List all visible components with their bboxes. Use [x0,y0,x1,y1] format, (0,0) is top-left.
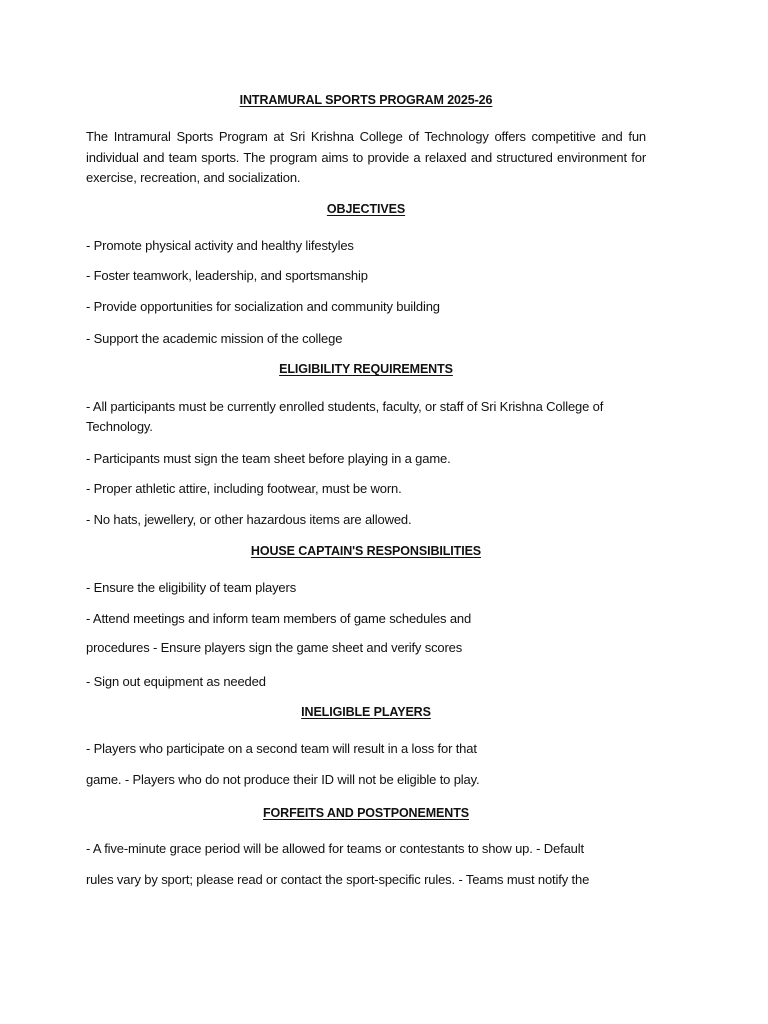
forfeits-item: rules vary by sport; please read or contact the sport-specific rules. - Teams must notify the [86,872,590,887]
eligibility-item: - Participants must sign the team sheet before playing in a game. [86,451,451,466]
intro-paragraph: The Intramural Sports Program at Sri Krishna College of Technology offers competitive and fun individual and team sports. The program aims to provide a relaxed and structured environment for exercise, recreation, and socialization. [86,129,646,185]
captain-heading: HOUSE CAPTAIN'S RESPONSIBILITIES [250,544,482,558]
forfeits-item: - A five-minute grace period will be allowed for teams or contestants to show up. - Default [86,841,584,856]
objective-item: - Promote physical activity and healthy lifestyles [86,238,354,253]
ineligible-item: - Players who participate on a second team will result in a loss for that [86,741,477,756]
objective-item: - Provide opportunities for socialization and community building [86,299,440,314]
captain-item: - Attend meetings and inform team members of game schedules and [86,611,472,626]
captain-item: procedures - Ensure players sign the game sheet and verify scores [86,640,463,655]
captain-item: - Ensure the eligibility of team players [86,580,297,595]
eligibility-item-continued: Technology. [86,419,153,434]
forfeits-heading: FORFEITS AND POSTPONEMENTS [263,806,469,820]
eligibility-item: - Proper athletic attire, including footwear, must be worn. [86,481,402,496]
ineligible-item: game. - Players who do not produce their ID will not be eligible to play. [86,772,480,787]
captain-item: - Sign out equipment as needed [86,674,266,689]
objective-item: - Support the academic mission of the college [86,331,343,346]
eligibility-item: - All participants must be currently enrolled students, faculty, or staff of Sri Krishna College of [86,399,604,414]
document-title: INTRAMURAL SPORTS PROGRAM 2025-26 [239,93,493,107]
objectives-heading: OBJECTIVES [326,202,406,216]
eligibility-item: - No hats, jewellery, or other hazardous items are allowed. [86,512,412,527]
eligibility-heading: ELIGIBILITY REQUIREMENTS [279,362,453,376]
objective-item: - Foster teamwork, leadership, and sportsmanship [86,268,368,283]
ineligible-heading: INELIGIBLE PLAYERS [301,705,431,719]
